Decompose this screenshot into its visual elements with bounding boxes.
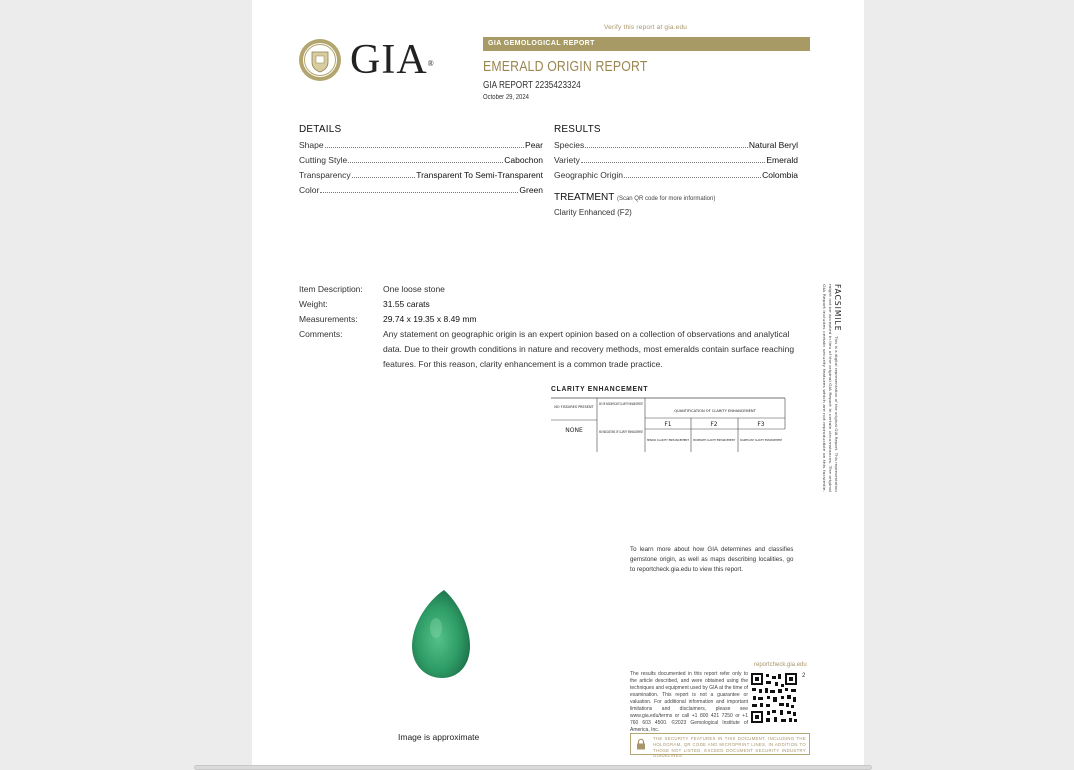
- horizontal-scrollbar[interactable]: [194, 765, 872, 770]
- facsimile-text-1: This is a digital representation of the original GIA Report. This representation: [834, 336, 838, 475]
- learn-more-text: To learn more about how GIA determines and classifies gemstone origin, as well as maps describing localities, go to reportcheck.gia.edu to view this report.: [630, 546, 794, 573]
- comments-row: Comments: Any statement on geographic origin is an expert opinion based on a collection of observations and analytical data. Due to their growth conditions in nature and recovery methods, most emeralds contain surface reaching features. For this reason, clarity enhancement is a common trade practice.: [299, 329, 795, 369]
- facsimile-text-2: might not be accepted in lieu of the original GIA Report in certain circumstances. The original: [828, 284, 832, 453]
- report-title: EMERALD ORIGIN REPORT: [483, 58, 648, 75]
- lock-icon: [635, 738, 647, 750]
- report-date: October 29, 2024: [483, 94, 529, 101]
- results-heading: RESULTS: [554, 124, 601, 135]
- item-info: [299, 282, 799, 372]
- results-row-origin: Geographic Origin Colombia: [554, 170, 798, 180]
- treatment-heading: TREATMENT (Scan QR code for more information): [554, 192, 716, 203]
- details-row-color: Color Green: [299, 185, 543, 195]
- image-caption: Image is approximate: [398, 732, 480, 742]
- ce-no-indications: NO INDICATIONS OF CLARITY ENHANCEMENT: [599, 430, 644, 434]
- details-heading: DETAILS: [299, 124, 342, 135]
- clarity-enhancement-title: CLARITY ENHANCEMENT: [551, 384, 649, 393]
- reportcheck-link[interactable]: reportcheck.gia.edu: [754, 662, 807, 668]
- ce-grade-f1-desc: MINOR CLARITY ENHANCEMENT: [647, 438, 690, 442]
- details-row-cutting-style: Cutting Style Cabochon: [299, 155, 543, 165]
- ce-none-label: NONE: [565, 427, 583, 434]
- gia-wordmark: GIA®: [350, 37, 435, 83]
- details-row-shape: Shape Pear: [299, 140, 543, 150]
- ce-col-no-insignificant: NO OR INSIGNIFICANT CLARITY ENHANCEMENT: [599, 402, 644, 406]
- results-section: [554, 124, 798, 185]
- fine-print: The results documented in this report refer only to the article described, and were obtained using the techniques and equipment used by GIA at the time of examination. This report is not a guarantee or valuation. For additional information and important limitations and disclaimers, please see www.gia.edu/terms or call +1 800 421 7250 or +1 760 603 4500. ©2023 Gemological Institute of America, Inc.: [630, 671, 748, 733]
- report-number: GIA REPORT 2235423324: [483, 80, 581, 91]
- ce-grade-f3-desc: SIGNIFICANT CLARITY ENHANCEMENT: [740, 438, 783, 442]
- verify-link[interactable]: Verify this report at gia.edu: [604, 24, 688, 31]
- results-row-species: Species Natural Beryl: [554, 140, 798, 150]
- weight-row: Weight: 31.55 carats: [299, 299, 430, 309]
- details-section: [299, 124, 543, 200]
- details-row-transparency: Transparency Transparent To Semi-Transparent: [299, 170, 543, 180]
- security-notice: [630, 733, 810, 759]
- facsimile-notice: [812, 284, 842, 494]
- ce-grade-f2: F2: [710, 421, 718, 428]
- gia-seal-icon: [298, 38, 342, 82]
- security-text: THE SECURITY FEATURES IN THIS DOCUMENT, INCLUDING THE HOLOGRAM, QR CODE AND MICROPRINT LINES, IN ADDITION TO THOSE NOT LISTED, EXCEED DOCUMENT SECURITY INDUSTRY GUIDELINES.: [653, 736, 806, 759]
- ce-col-no-fissures: NO FISSURES PRESENT: [554, 405, 594, 409]
- clarity-enhancement-table: [551, 396, 785, 454]
- qr-suffix: 2: [802, 673, 806, 679]
- facsimile-text-3: GIA Report includes certain security features which are not reproducible on this facsimile.: [822, 284, 826, 446]
- ce-grade-f3: F3: [757, 421, 765, 428]
- facsimile-title: FACSIMILE: [833, 284, 842, 332]
- measurements-row: Measurements: 29.74 x 19.35 x 8.49 mm: [299, 314, 477, 324]
- qr-code-icon[interactable]: [750, 672, 798, 724]
- report-type-bar: GIA GEMOLOGICAL REPORT: [483, 37, 810, 51]
- emerald-stone-image: [408, 588, 474, 680]
- ce-col-quantification: QUANTIFICATION OF CLARITY ENHANCEMENT: [674, 409, 756, 413]
- item-description-row: Item Description: One loose stone: [299, 284, 445, 294]
- results-row-variety: Variety Emerald: [554, 155, 798, 165]
- ce-grade-f1: F1: [664, 421, 672, 428]
- ce-grade-f2-desc: MODERATE CLARITY ENHANCEMENT: [693, 438, 736, 442]
- treatment-value: Clarity Enhanced (F2): [554, 208, 632, 217]
- report-page: [252, 0, 864, 770]
